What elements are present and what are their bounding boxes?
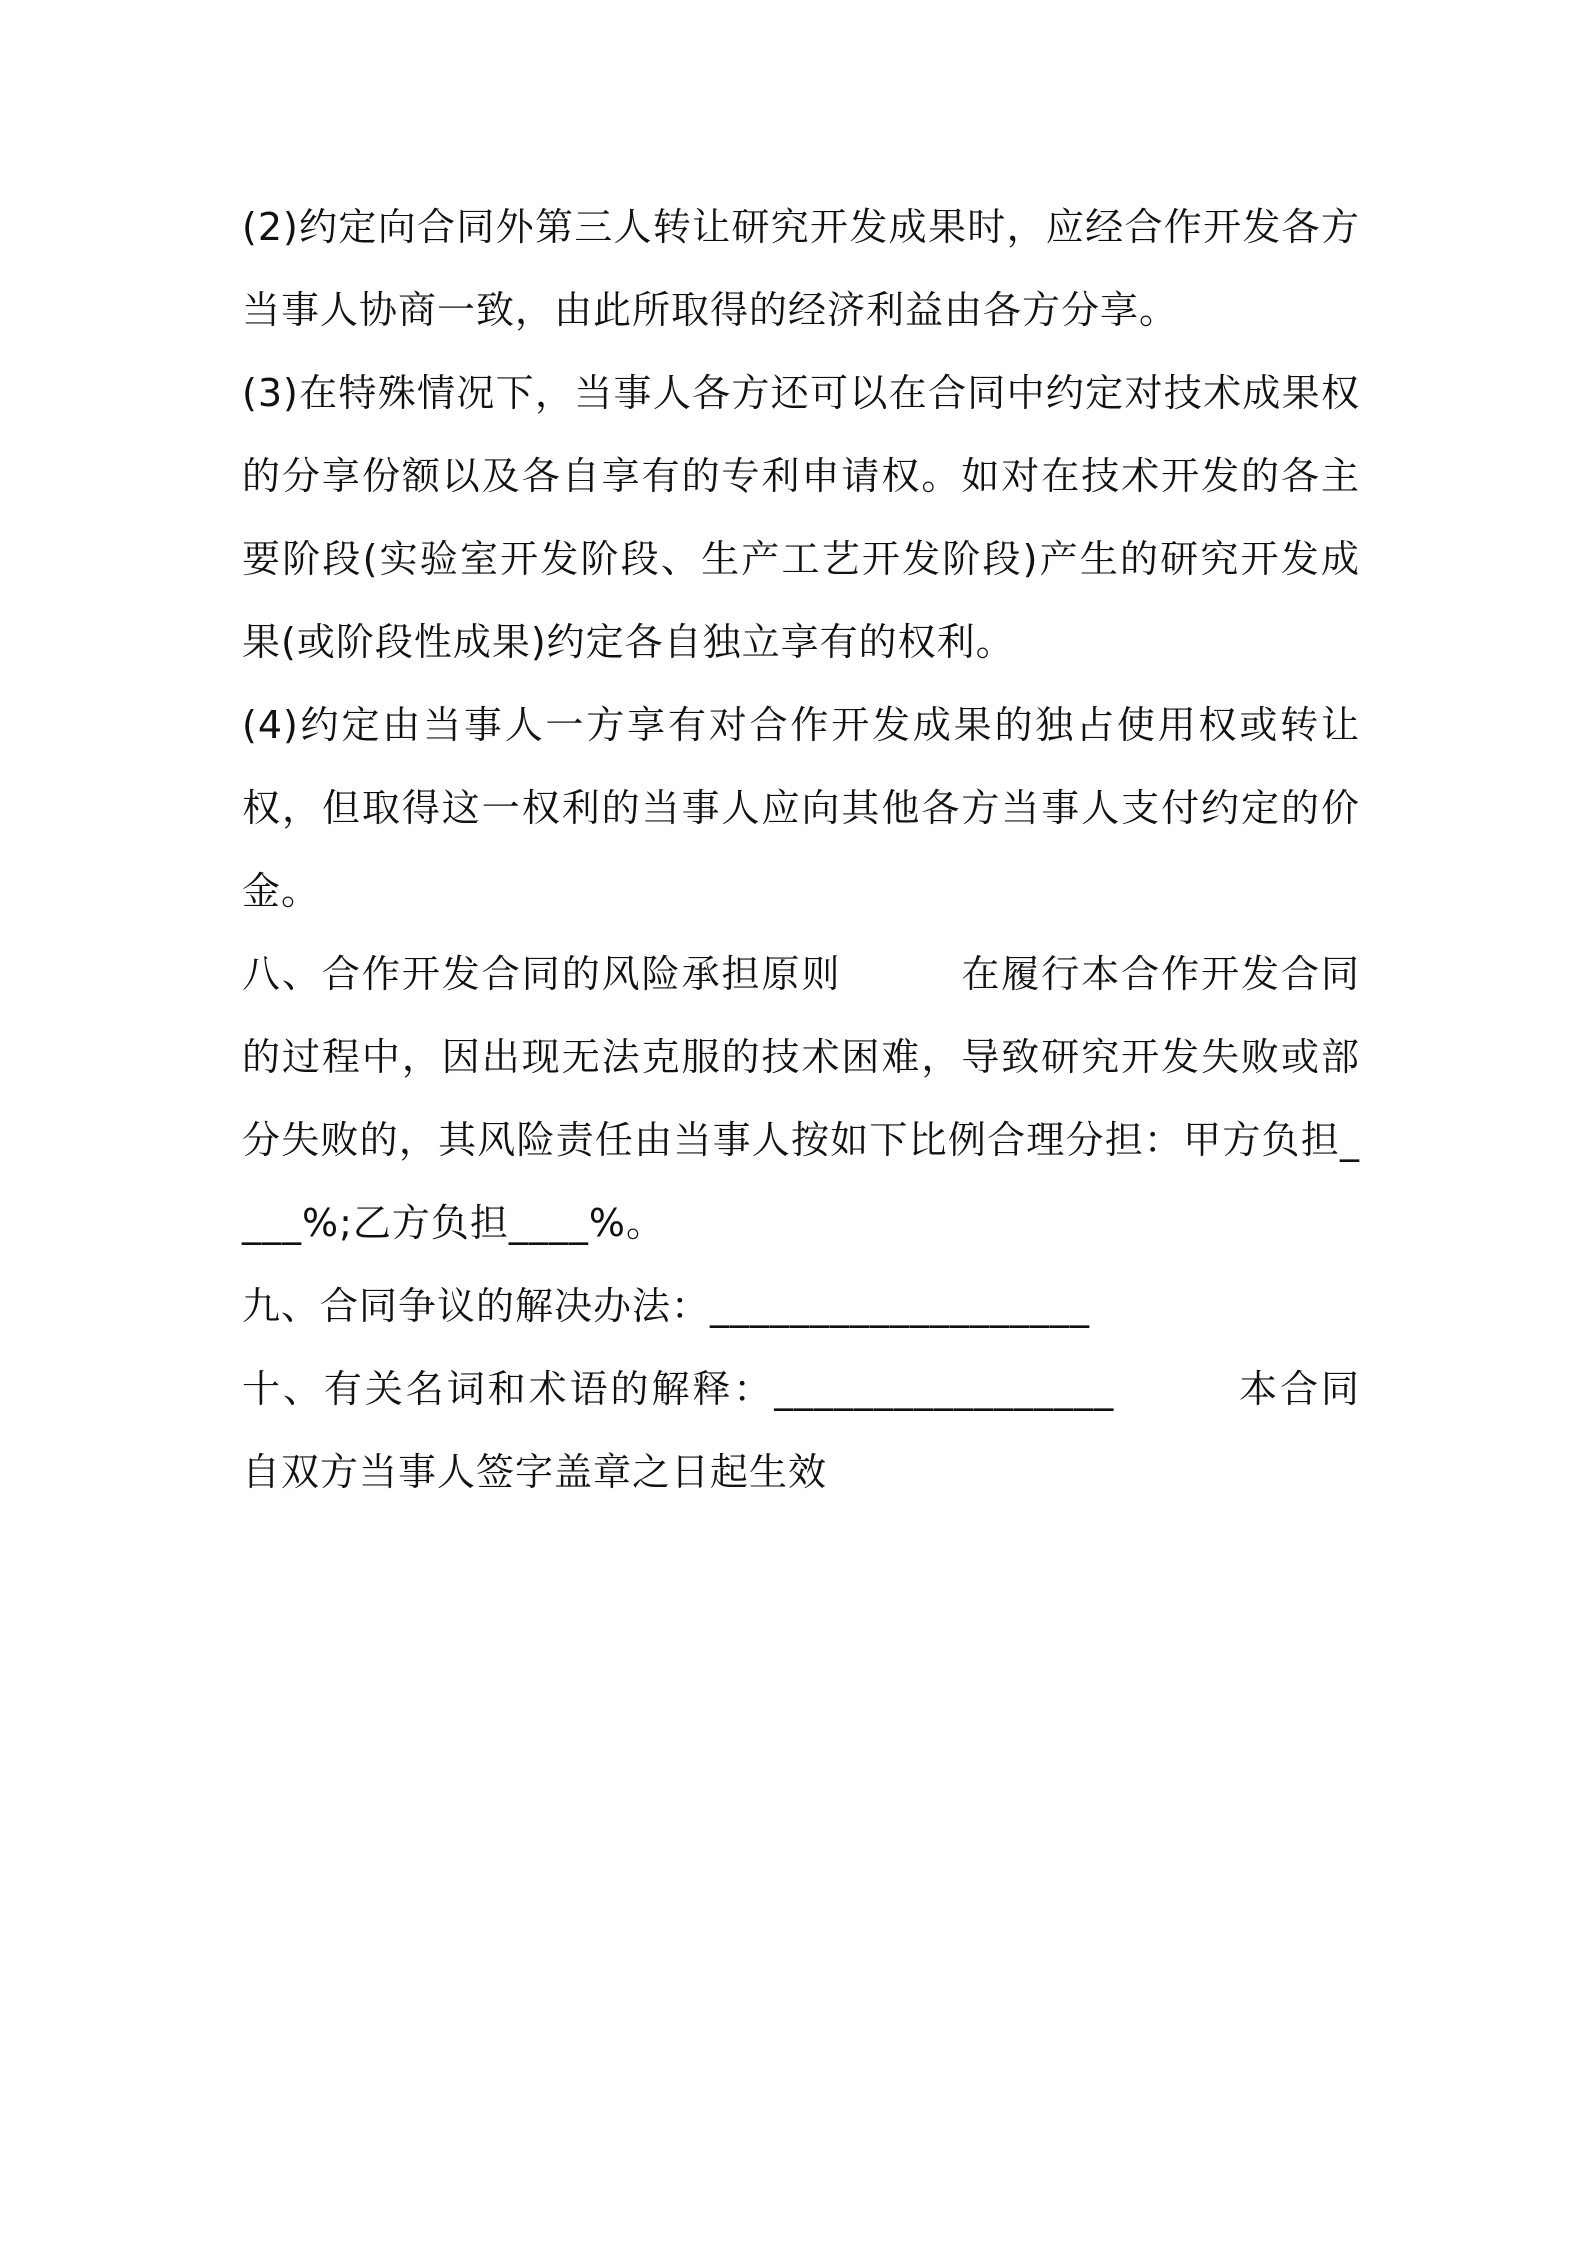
- section-8-risk-paragraph: 八、合作开发合同的风险承担原则 在履行本合作开发合同的过程中，因出现无法克服的技术困难，导致研究开发失败或部分失败的，其风险责任由当事人按如下比例合理分担：甲方负担____%;乙方负担____%。: [242, 952, 1360, 1245]
- clause-2-paragraph: (2)约定向合同外第三人转让研究开发成果时，应经合作开发各方当事人协商一致，由此所取得的经济利益由各方分享。: [242, 205, 1360, 332]
- clause-3-paragraph: (3)在特殊情况下，当事人各方还可以在合同中约定对技术成果权的分享份额以及各自享有的专利申请权。如对在技术开发的各主要阶段(实验室开发阶段、生产工艺开发阶段)产生的研究开发成果(或阶段性成果)约定各自独立享有的权利。: [242, 371, 1360, 664]
- section-9-dispute-paragraph: 九、合同争议的解决办法：___________________: [242, 1284, 1091, 1328]
- clause-4-paragraph: (4)约定由当事人一方享有对合作开发成果的独占使用权或转让权，但取得这一权利的当事人应向其他各方当事人支付约定的价金。: [242, 703, 1360, 913]
- document-body: [242, 186, 1360, 1514]
- section-10-terms-paragraph: 十、有关名词和术语的解释：_________________ 本合同自双方当事人签字盖章之日起生效: [242, 1367, 1360, 1494]
